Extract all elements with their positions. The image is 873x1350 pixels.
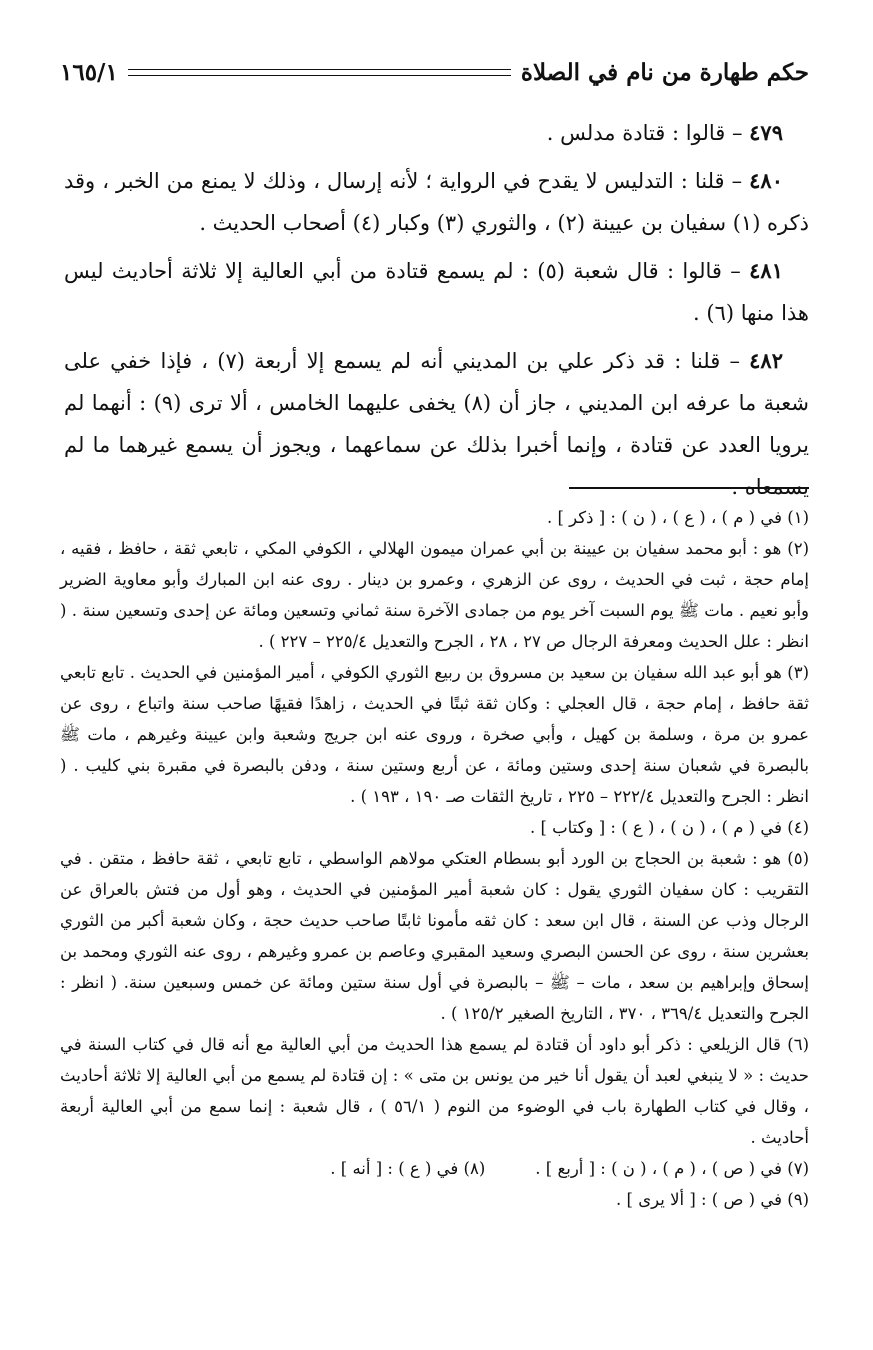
running-title: حكم طهارة من نام في الصلاة (520, 58, 809, 86)
header-rule (128, 69, 511, 76)
paragraph-text: – قلنا : التدليس لا يقدح في الرواية ؛ لأنه إرسال ، وذلك لا يمنع من الخبر ، وقد ذكره (١) سفيان بن عيينة (٢) ، والثوري (٣) وكبار (٤) أصحاب الحديث . (64, 169, 809, 235)
paragraph-481 (64, 250, 809, 334)
footnote-separator (569, 487, 809, 489)
paragraph-text: – قالوا : قال شعبة (٥) : لم يسمع قتادة من أبي العالية إلا ثلاثة أحاديث ليس هذا منها (٦) . (64, 259, 809, 325)
paragraph-number: ٤٨٢ (749, 348, 783, 373)
footnote-8: (٨) في ( ع ) : [ أنه ] . (330, 1159, 486, 1178)
paragraph-number: ٤٧٩ (749, 120, 783, 145)
paragraph-text: – قالوا : قتادة مدلس . (546, 121, 750, 145)
footnotes (60, 502, 809, 1215)
paragraph-number: ٤٨١ (749, 258, 783, 283)
paragraph-479 (64, 112, 809, 154)
footnote-6: (٦) قال الزيلعي : ذكر أبو داود أن قتادة لم يسمع هذا الحديث من أبي العالية مع أنه قال في كتاب السنة في حديث : « لا ينبغي لعبد أن يقول أنا خير من يونس بن متى » : إن قتادة لم يسمع من أبي العالية إلا ثلاثة أحاديث ، وقال في كتاب الطهارة باب في الوضوء من النوم ( ٥٦/١ ) ، قال شعبة : إنما سمع من أبي العالية أربعة أحاديث . (60, 1035, 809, 1147)
footnote-2: (٢) هو : أبو محمد سفيان بن عيينة بن أبي عمران ميمون الهلالي ، الكوفي المكي ، تابعي ثقة ، حافظ ، فقيه ، إمام حجة ، ثبت في الحديث ، روى عن الزهري ، وعمرو بن دينار . روى عنه ابن المبارك وأبو معاوية الضرير وأبو نعيم . مات ﷺ يوم السبت آخر يوم من جمادى الآخرة سنة ثماني وتسعين ومائة عن إحدى وتسعين سنة . ( انظر : علل الحديث ومعرفة الرجال ص ٢٧ ، ٢٨ ، الجرح والتعديل ٢٢٥/٤ – ٢٢٧ ) . (60, 539, 809, 651)
footnote-9: (٩) في ( ص ) : [ ألا يرى ] . (616, 1190, 809, 1209)
footnote-7: (٧) في ( ص ) ، ( م ) ، ( ن ) : [ أربع ] . (535, 1159, 809, 1178)
paragraph-number: ٤٨٠ (749, 168, 783, 193)
footnote-5: (٥) هو : شعبة بن الحجاج بن الورد أبو بسطام العتكي مولاهم الواسطي ، تابع تابعي ، ثقة حافظ ، متقن . في التقريب : كان سفيان الثوري يقول : كان شعبة أمير المؤمنين في الحديث ، وهو أول من فتش بالعراق عن الرجال وذب عن السنة ، قال ابن سعد : كان ثقه مأمونا ثابتًا صاحب حديث حجة ، وكان شعبة أكبر من الثوري بعشرين سنة ، روى عن الحسن البصري وسعيد المقبري وعاصم بن عمرو وغيرهم ، روى عنه الثوري ومحمد بن إسحاق وإبراهيم بن سعد ، مات – ﷺ – بالبصرة في أول سنة ستين ومائة عن خمس وسبعين سنة. ( انظر : الجرح والتعديل ٣٦٩/٤ ، ٣٧٠ ، التاريخ الصغير ١٢٥/٢ ) . (60, 849, 809, 1023)
footnote-3: (٣) هو أبو عبد الله سفيان بن سعيد بن مسروق بن ربيع الثوري الكوفي ، أمير المؤمنين في الحديث . تابع تابعي ثقة حافظ ، إمام حجة ، قال العجلي : وكان ثقة ثبتًا في الحديث ، زاهدًا فقيهًا صاحب سنة واتباع ، روى عن عمرو بن مرة ، وسلمة بن كهيل ، وأبي صخرة ، وروى عنه ابن جريج وشعبة وابن عيينة وغيرهم ، مات ﷺ بالبصرة في شعبان سنة إحدى وستين ومائة ، عن أربع وستين سنة ، ودفن بالبصرة في مقبرة بني كليب . ( انظر : الجرح والتعديل ٢٢٢/٤ – ٢٢٥ ، تاريخ الثقات صـ ١٩٠ ، ١٩٣ ) . (60, 663, 809, 806)
paragraph-text: – قلنا : قد ذكر علي بن المديني أنه لم يسمع إلا أربعة (٧) ، فإذا خفي على شعبة ما عرفه ابن المديني ، جاز أن (٨) يخفى عليهما الخامس ، ألا ترى (٩) : أنهما لم يرويا العدد عن قتادة ، وإنما أخبرا بذلك عن سماعهما ، ويجوز أن يسمع غيرهما ما لم يسمعاه . (64, 349, 810, 499)
footnote-4: (٤) في ( م ) ، ( ن ) ، ( ع ) : [ وكتاب ] . (529, 818, 809, 837)
paragraph-482 (64, 340, 809, 508)
footnote-1: (١) في ( م ) ، ( ع ) ، ( ن ) : [ ذكر ] . (547, 508, 809, 527)
page-number: ١٦٥/١ (60, 58, 118, 86)
page-header (60, 52, 809, 92)
paragraph-480 (64, 160, 809, 244)
main-text (64, 112, 809, 514)
footnote-row-7-8 (60, 1153, 809, 1184)
